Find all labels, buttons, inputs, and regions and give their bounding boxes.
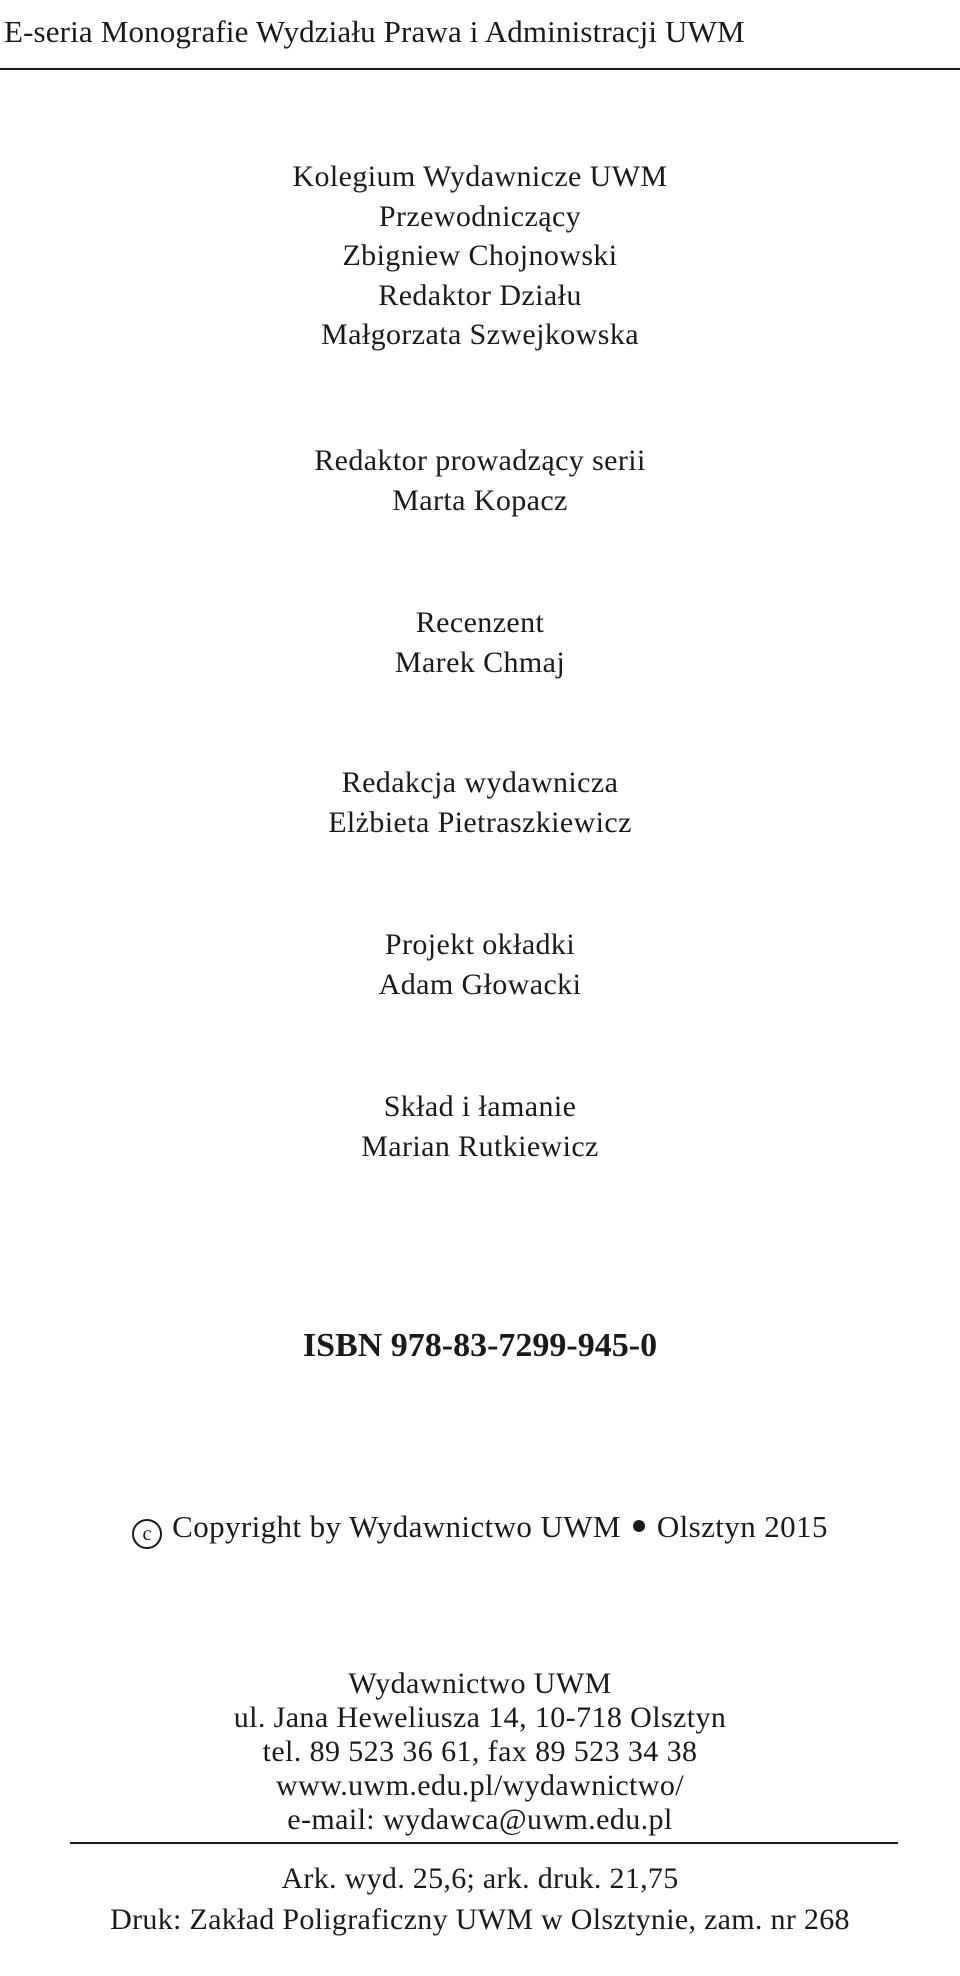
copyright-icon: c <box>132 1519 162 1549</box>
sheet-count: Ark. wyd. 25,6; ark. druk. 21,75 <box>281 1862 679 1895</box>
copyright-holder: Copyright by Wydawnictwo UWM <box>172 1509 621 1544</box>
imprint-block <box>0 1858 960 1940</box>
publisher-website: www.uwm.edu.pl/wydawnictwo/ <box>276 1769 684 1802</box>
publishing-editor-block <box>0 763 960 842</box>
cover-design-role: Projekt okładki <box>384 928 576 961</box>
bullet-separator <box>633 1520 645 1532</box>
typesetting-block <box>0 1087 960 1166</box>
publisher-address: ul. Jana Heweliusza 14, 10-718 Olsztyn <box>233 1701 727 1734</box>
publisher-contact-block <box>0 1667 960 1837</box>
editorial-board-line: Kolegium Wydawnicze UWM <box>292 160 668 193</box>
typesetting-role: Skład i łamanie <box>383 1090 577 1123</box>
publishing-editor-role: Redakcja wydawnicza <box>341 766 619 799</box>
reviewer-name: Marek Chmaj <box>394 645 566 679</box>
cover-design-name: Adam Głowacki <box>378 967 582 1001</box>
series-editor-role: Redaktor prowadzący serii <box>314 444 646 477</box>
chair-name: Zbigniew Chojnowski <box>342 239 618 272</box>
isbn-number: ISBN 978-83-7299-945-0 <box>302 1327 658 1364</box>
typesetting-name: Marian Rutkiewicz <box>361 1129 599 1163</box>
publishing-editor-name: Elżbieta Pietraszkiewicz <box>328 805 632 839</box>
copyright-notice <box>0 1506 960 1549</box>
series-editor-name: Marta Kopacz <box>392 483 568 517</box>
series-title: E-seria Monografie Wydziału Prawa i Administracji UWM <box>4 14 745 49</box>
chair-role: Przewodniczący <box>378 199 582 233</box>
publisher-phone: tel. 89 523 36 61, fax 89 523 34 38 <box>262 1735 698 1768</box>
printer-info: Druk: Zakład Poligraficzny UWM w Olsztynie, zam. nr 268 <box>110 1903 850 1936</box>
department-editor-name: Małgorzata Szwejkowska <box>321 318 639 351</box>
editorial-board-block <box>0 157 960 355</box>
imprint-divider <box>70 1842 898 1844</box>
reviewer-role: Recenzent <box>415 606 545 639</box>
department-editor-role: Redaktor Działu <box>378 278 582 312</box>
publisher-name: Wydawnictwo UWM <box>348 1667 612 1700</box>
cover-design-block <box>0 925 960 1004</box>
publisher-email: e-mail: wydawca@uwm.edu.pl <box>287 1803 673 1836</box>
reviewer-block <box>0 603 960 682</box>
series-editor-block <box>0 441 960 520</box>
copyright-place-year: Olsztyn 2015 <box>656 1509 828 1544</box>
header-divider <box>0 68 960 70</box>
